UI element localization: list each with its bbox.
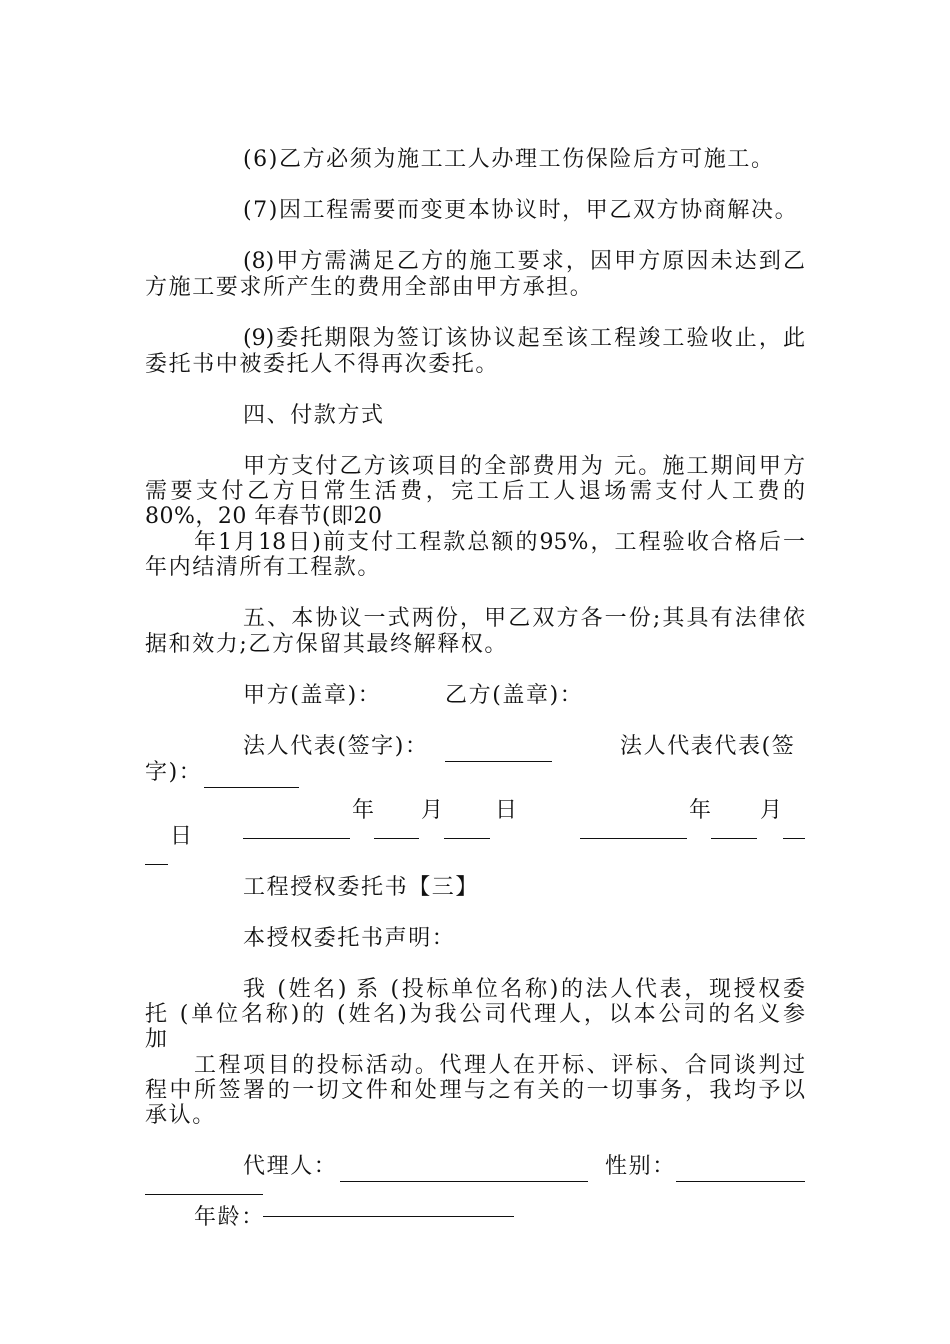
date-a-year: 年	[352, 798, 376, 823]
date-b-year: 年	[689, 798, 713, 823]
section-4-title: 四、付款方式	[243, 403, 385, 428]
rep-b-label-cont: 字)：	[145, 760, 203, 785]
clause-9-line2: 委托书中被委托人不得再次委托。	[145, 352, 500, 377]
rep-b-signature-line	[204, 769, 299, 788]
party-b-seal: 乙方(盖章)：	[445, 683, 584, 708]
payment-line3: 80%，20 年春节(即20	[145, 504, 383, 529]
date-a-day-line	[444, 820, 490, 839]
rep-a-label: 法人代表(签字)：	[243, 734, 429, 759]
payment-line4: 年1月18日)前支付工程款总额的95%，工程验收合格后一	[194, 530, 805, 555]
section-5-line1: 五、本协议一式两份，甲乙双方各一份;其具有法律依	[243, 606, 805, 631]
clause-8-line1: (8)甲方需满足乙方的施工要求，因甲方原因未达到乙	[243, 249, 805, 274]
clause-8-line2: 方施工要求所产生的费用全部由甲方承担。	[145, 275, 594, 300]
date-a-day: 日	[495, 798, 519, 823]
auth-line5: 程中所签署的一切文件和处理与之有关的一切事务，我均予以	[145, 1078, 805, 1103]
gender-line-cont	[145, 1176, 263, 1195]
age-label: 年龄：	[194, 1205, 265, 1230]
date-b-month: 月	[760, 798, 784, 823]
rep-b-label: 法人代表代表(签	[620, 734, 796, 759]
payment-line5: 年内结清所有工程款。	[145, 555, 382, 580]
clause-6: (6)乙方必须为施工工人办理工伤保险后方可施工。	[243, 147, 775, 172]
auth-line1: 我 (姓名) 系 (投标单位名称)的法人代表，现授权委	[243, 977, 805, 1002]
date-a-year-line	[243, 820, 350, 839]
payment-line1: 甲方支付乙方该项目的全部费用为 元。施工期间甲方	[243, 454, 805, 479]
clause-7: (7)因工程需要而变更本协议时，甲乙双方协商解决。	[243, 198, 799, 223]
date-b-year-line	[580, 820, 687, 839]
payment-line2: 需要支付乙方日常生活费，完工后工人退场需支付人工费的	[145, 479, 805, 504]
rep-a-signature-line	[445, 743, 552, 762]
date-b-day-line-cont	[145, 846, 168, 865]
date-b-month-line	[711, 820, 757, 839]
agent-name-line	[340, 1163, 588, 1182]
auth-line4: 工程项目的投标活动。代理人在开标、评标、合同谈判过	[194, 1053, 805, 1078]
date-a-month: 月	[421, 798, 445, 823]
party-a-seal: 甲方(盖章)：	[243, 683, 382, 708]
gender-label: 性别：	[605, 1154, 676, 1179]
agent-label: 代理人：	[243, 1154, 338, 1179]
date-b-day-line	[783, 820, 805, 839]
date-a-month-line	[374, 820, 419, 839]
section-5-line2: 据和效力;乙方保留其最终解释权。	[145, 632, 509, 657]
auth-line3: 加	[145, 1027, 169, 1052]
clause-9-line1: (9)委托期限为签订该协议起至该工程竣工验收止，此	[243, 326, 805, 351]
date-b-day: 日	[170, 824, 194, 849]
auth-line6: 承认。	[145, 1103, 216, 1128]
statement-heading: 本授权委托书声明：	[243, 926, 456, 951]
auth-line2: 托 (单位名称)的 (姓名)为我公司代理人，以本公司的名义参	[145, 1002, 805, 1027]
section-title-3: 工程授权委托书【三】	[243, 875, 480, 900]
age-line	[263, 1198, 514, 1217]
gender-line	[676, 1163, 805, 1182]
